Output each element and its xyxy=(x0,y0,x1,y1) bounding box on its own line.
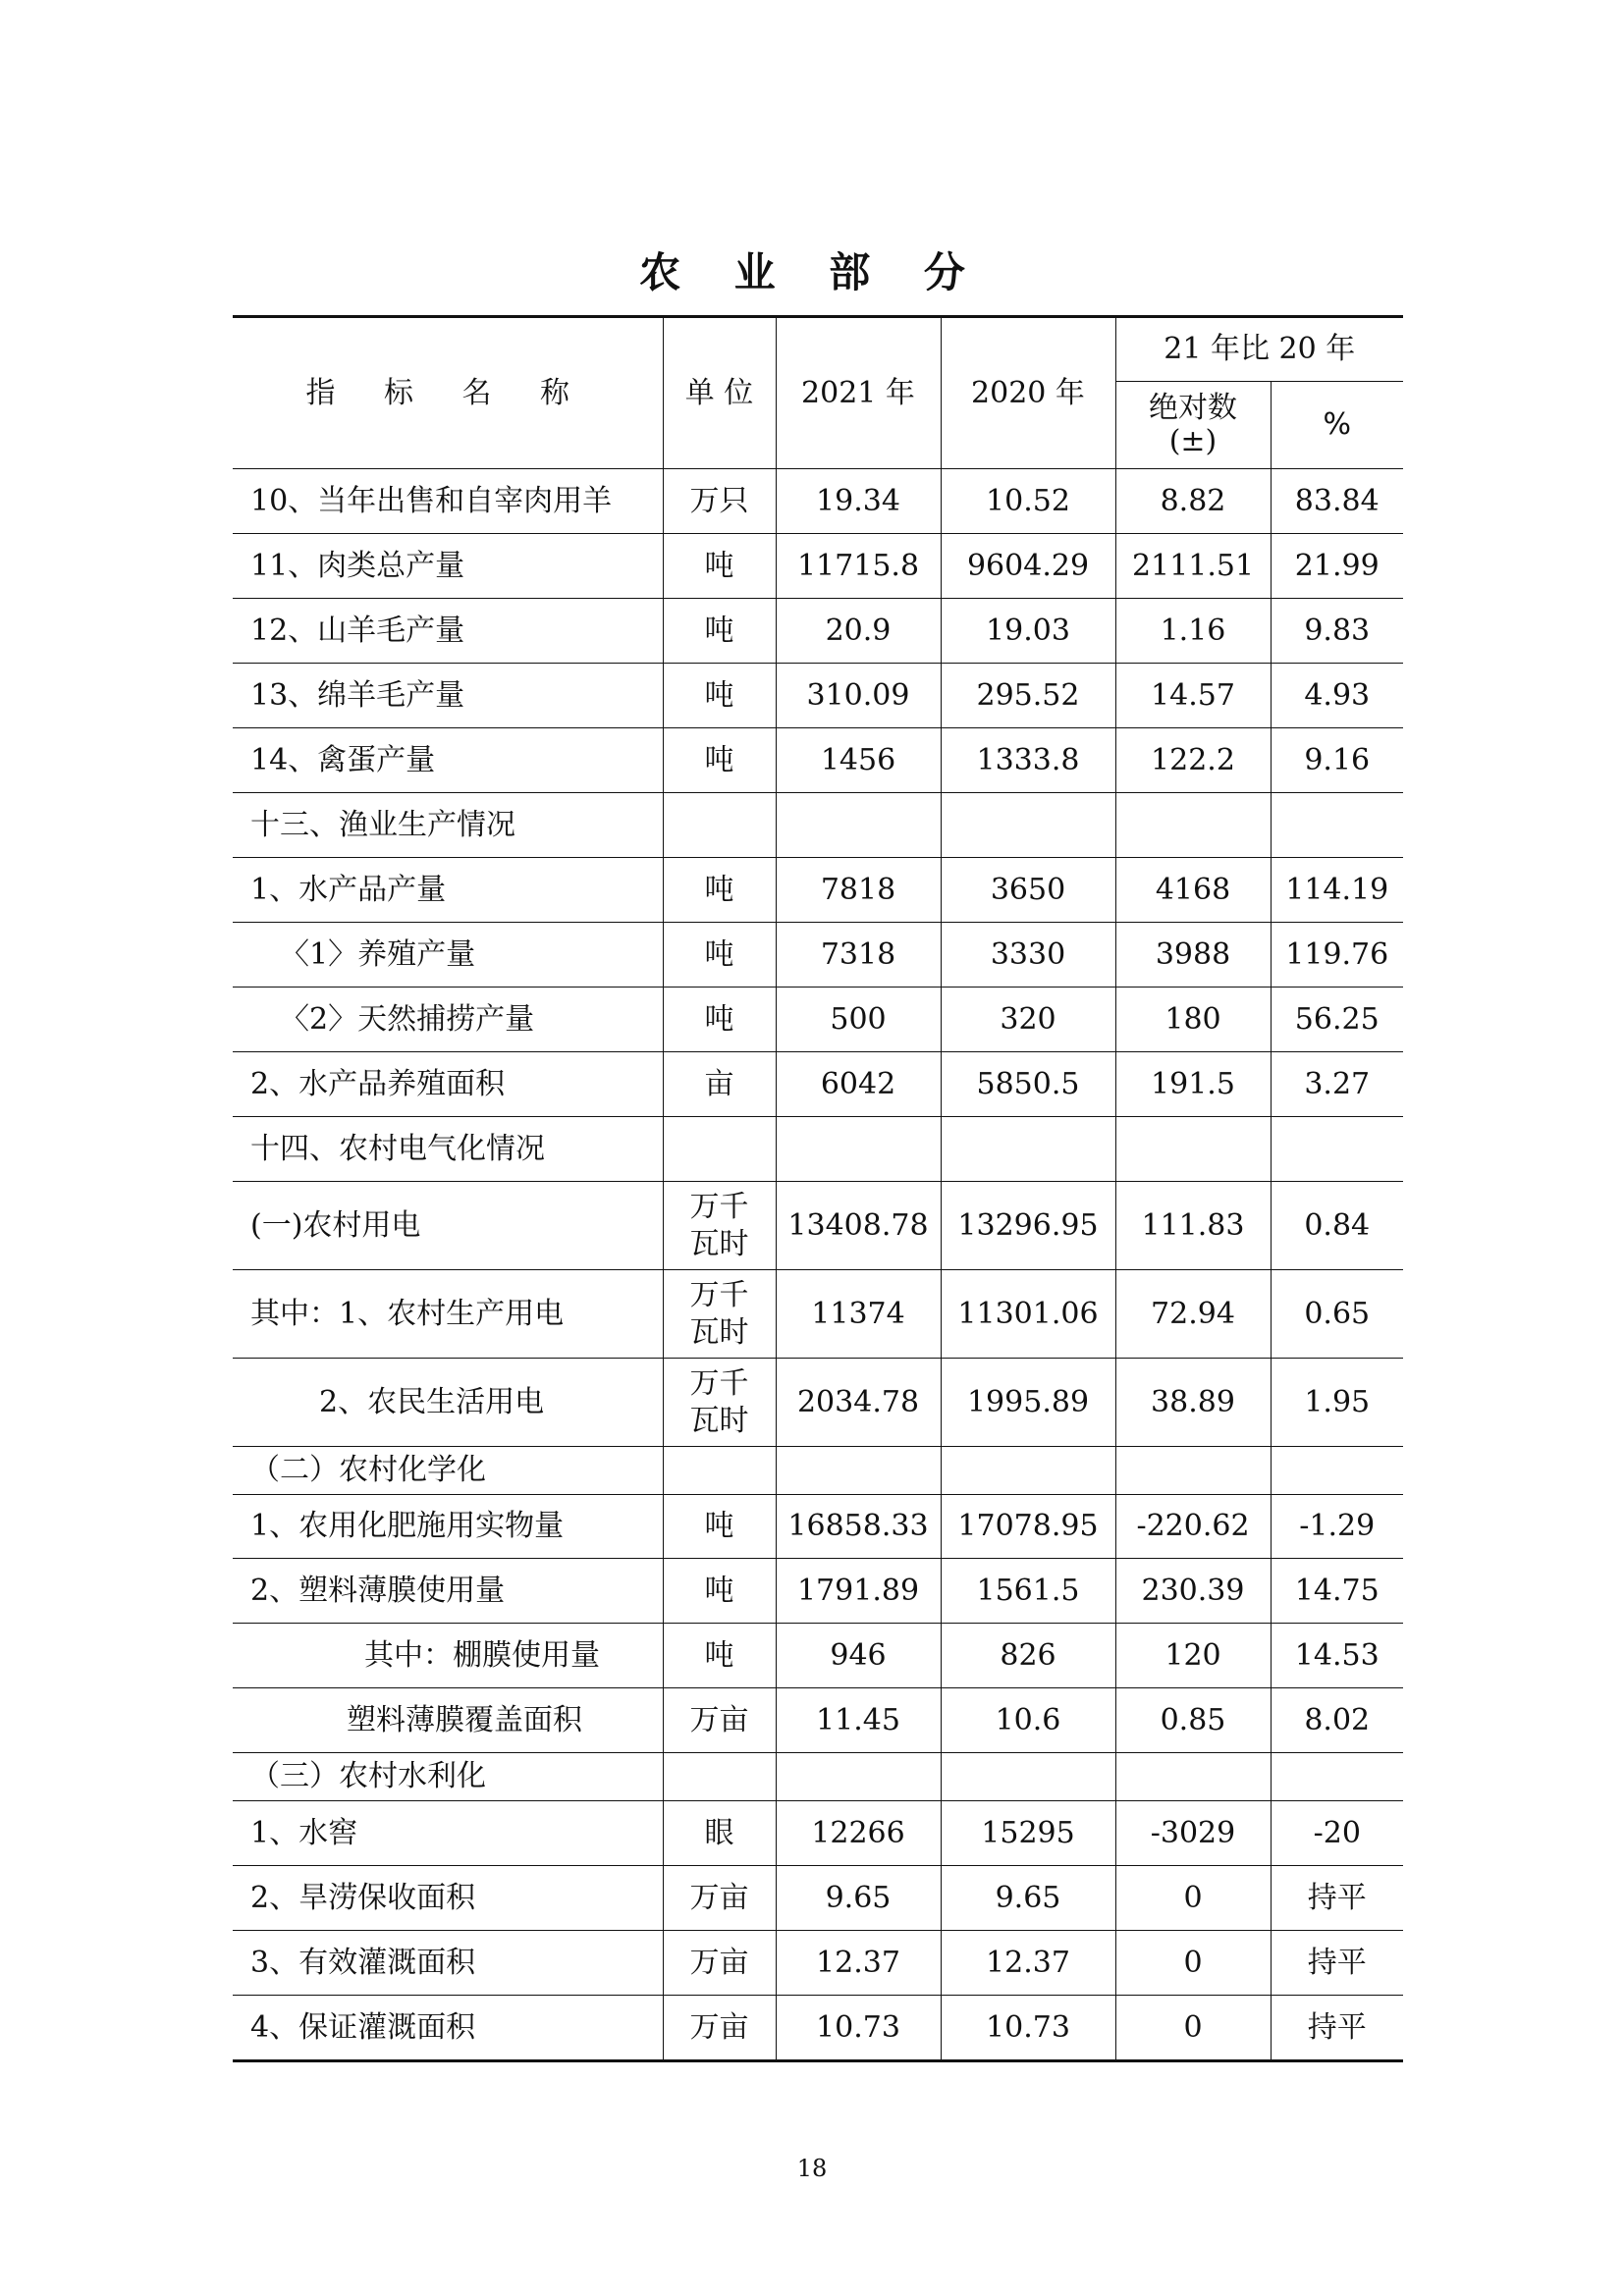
header-absolute-label: 绝对数 xyxy=(1149,391,1237,425)
row-name: (一)农村用电 xyxy=(233,1182,663,1270)
row-name: 十四、农村电气化情况 xyxy=(233,1117,663,1182)
value-2020: 10.73 xyxy=(941,1996,1115,2061)
unit-cell: 万亩 xyxy=(663,1866,776,1931)
statistics-table xyxy=(233,315,1403,2062)
absolute-change: 4168 xyxy=(1115,858,1271,923)
table-row xyxy=(233,1182,1403,1270)
header-2021: 2021 年 xyxy=(776,317,941,469)
row-name: 十三、渔业生产情况 xyxy=(233,793,663,858)
value-2021 xyxy=(776,1753,941,1801)
percent-change: 56.25 xyxy=(1271,988,1403,1052)
header-comparison: 21 年比 20 年 xyxy=(1115,317,1403,382)
value-2020: 13296.95 xyxy=(941,1182,1115,1270)
header-absolute xyxy=(1115,382,1271,469)
absolute-change xyxy=(1115,793,1271,858)
table-row xyxy=(233,988,1403,1052)
unit-cell xyxy=(663,1270,776,1359)
unit-cell: 吨 xyxy=(663,858,776,923)
value-2021: 10.73 xyxy=(776,1996,941,2061)
percent-change: 持平 xyxy=(1271,1866,1403,1931)
unit-line-2: 瓦时 xyxy=(689,1314,749,1350)
row-name: （二）农村化学化 xyxy=(233,1447,663,1495)
table-row xyxy=(233,728,1403,793)
percent-change: 9.16 xyxy=(1271,728,1403,793)
unit-cell: 吨 xyxy=(663,923,776,988)
page-number: 18 xyxy=(796,2155,828,2182)
unit-cell: 吨 xyxy=(663,1559,776,1624)
row-name: 2、水产品养殖面积 xyxy=(233,1052,663,1117)
unit-cell: 吨 xyxy=(663,1495,776,1559)
value-2020: 11301.06 xyxy=(941,1270,1115,1359)
value-2021: 946 xyxy=(776,1624,941,1688)
unit-line-2: 瓦时 xyxy=(689,1403,749,1438)
table-row xyxy=(233,923,1403,988)
row-name: 11、肉类总产量 xyxy=(233,534,663,599)
value-2020: 9604.29 xyxy=(941,534,1115,599)
unit-cell xyxy=(663,1447,776,1495)
percent-change: 持平 xyxy=(1271,1996,1403,2061)
percent-change xyxy=(1271,1753,1403,1801)
table-row xyxy=(233,599,1403,664)
value-2021 xyxy=(776,1447,941,1495)
row-name: 14、禽蛋产量 xyxy=(233,728,663,793)
value-2021: 7818 xyxy=(776,858,941,923)
value-2020: 295.52 xyxy=(941,664,1115,728)
row-name: 〈2〉天然捕捞产量 xyxy=(233,988,663,1052)
percent-change: 8.02 xyxy=(1271,1688,1403,1753)
absolute-change: 72.94 xyxy=(1115,1270,1271,1359)
absolute-change: -220.62 xyxy=(1115,1495,1271,1559)
unit-cell xyxy=(663,793,776,858)
value-2021: 12.37 xyxy=(776,1931,941,1996)
unit-line-2: 瓦时 xyxy=(689,1226,749,1261)
percent-change: 21.99 xyxy=(1271,534,1403,599)
percent-change: 4.93 xyxy=(1271,664,1403,728)
table-row xyxy=(233,534,1403,599)
table-row xyxy=(233,1866,1403,1931)
row-name: 其中：1、农村生产用电 xyxy=(233,1270,663,1359)
table-row xyxy=(233,1447,1403,1495)
table-row xyxy=(233,664,1403,728)
table-row xyxy=(233,793,1403,858)
unit-cell: 吨 xyxy=(663,534,776,599)
row-name: 2、农民生活用电 xyxy=(233,1359,663,1447)
unit-cell: 万亩 xyxy=(663,1996,776,2061)
value-2020: 1333.8 xyxy=(941,728,1115,793)
unit-cell: 吨 xyxy=(663,599,776,664)
value-2021 xyxy=(776,1117,941,1182)
table-row xyxy=(233,1495,1403,1559)
row-name: 10、当年出售和自宰肉用羊 xyxy=(233,469,663,534)
table-row xyxy=(233,1931,1403,1996)
header-2020: 2020 年 xyxy=(941,317,1115,469)
unit-cell: 万只 xyxy=(663,469,776,534)
absolute-change: 0 xyxy=(1115,1996,1271,2061)
unit-cell: 吨 xyxy=(663,1624,776,1688)
header-unit: 单 位 xyxy=(663,317,776,469)
value-2021: 6042 xyxy=(776,1052,941,1117)
value-2020: 1995.89 xyxy=(941,1359,1115,1447)
table-row xyxy=(233,1052,1403,1117)
absolute-change xyxy=(1115,1447,1271,1495)
row-name: 塑料薄膜覆盖面积 xyxy=(233,1688,663,1753)
percent-change: 9.83 xyxy=(1271,599,1403,664)
table-row xyxy=(233,1117,1403,1182)
row-name: （三）农村水利化 xyxy=(233,1753,663,1801)
unit-cell: 吨 xyxy=(663,988,776,1052)
unit-cell xyxy=(663,1753,776,1801)
unit-cell: 亩 xyxy=(663,1052,776,1117)
table-row xyxy=(233,1996,1403,2061)
value-2020: 17078.95 xyxy=(941,1495,1115,1559)
value-2020 xyxy=(941,1753,1115,1801)
row-name: 2、旱涝保收面积 xyxy=(233,1866,663,1931)
unit-cell xyxy=(663,1182,776,1270)
unit-cell xyxy=(663,1359,776,1447)
row-name: 1、水产品产量 xyxy=(233,858,663,923)
value-2021: 11715.8 xyxy=(776,534,941,599)
percent-change xyxy=(1271,1447,1403,1495)
value-2021: 1791.89 xyxy=(776,1559,941,1624)
percent-change: 14.53 xyxy=(1271,1624,1403,1688)
row-name: 1、水窖 xyxy=(233,1801,663,1866)
value-2020: 320 xyxy=(941,988,1115,1052)
absolute-change: 3988 xyxy=(1115,923,1271,988)
absolute-change: 180 xyxy=(1115,988,1271,1052)
row-name: 〈1〉养殖产量 xyxy=(233,923,663,988)
percent-change: 119.76 xyxy=(1271,923,1403,988)
value-2021: 2034.78 xyxy=(776,1359,941,1447)
table-row xyxy=(233,1688,1403,1753)
value-2020: 15295 xyxy=(941,1801,1115,1866)
percent-change: 3.27 xyxy=(1271,1052,1403,1117)
unit-line-1: 万千 xyxy=(689,1277,749,1312)
row-name: 2、塑料薄膜使用量 xyxy=(233,1559,663,1624)
absolute-change xyxy=(1115,1117,1271,1182)
row-name: 12、山羊毛产量 xyxy=(233,599,663,664)
absolute-change: -3029 xyxy=(1115,1801,1271,1866)
table-row xyxy=(233,858,1403,923)
table-row xyxy=(233,469,1403,534)
absolute-change: 122.2 xyxy=(1115,728,1271,793)
page-title: 农 业 部 分 xyxy=(639,248,985,296)
value-2021: 310.09 xyxy=(776,664,941,728)
table-row xyxy=(233,1359,1403,1447)
table-row xyxy=(233,1753,1403,1801)
value-2020: 5850.5 xyxy=(941,1052,1115,1117)
value-2021: 500 xyxy=(776,988,941,1052)
value-2021: 9.65 xyxy=(776,1866,941,1931)
value-2021: 19.34 xyxy=(776,469,941,534)
unit-cell xyxy=(663,1117,776,1182)
absolute-change: 2111.51 xyxy=(1115,534,1271,599)
unit-line-1: 万千 xyxy=(689,1189,749,1224)
value-2021: 20.9 xyxy=(776,599,941,664)
value-2021 xyxy=(776,793,941,858)
unit-cell: 吨 xyxy=(663,664,776,728)
header-absolute-sign: (±) xyxy=(1168,424,1218,458)
absolute-change: 38.89 xyxy=(1115,1359,1271,1447)
value-2021: 1456 xyxy=(776,728,941,793)
unit-line-1: 万千 xyxy=(689,1365,749,1401)
value-2021: 16858.33 xyxy=(776,1495,941,1559)
percent-change: -1.29 xyxy=(1271,1495,1403,1559)
row-name: 13、绵羊毛产量 xyxy=(233,664,663,728)
table-row xyxy=(233,1624,1403,1688)
percent-change: 114.19 xyxy=(1271,858,1403,923)
percent-change: 0.84 xyxy=(1271,1182,1403,1270)
row-name: 其中：棚膜使用量 xyxy=(233,1624,663,1688)
absolute-change: 8.82 xyxy=(1115,469,1271,534)
row-name: 1、农用化肥施用实物量 xyxy=(233,1495,663,1559)
percent-change: 持平 xyxy=(1271,1931,1403,1996)
value-2020: 3650 xyxy=(941,858,1115,923)
value-2020: 826 xyxy=(941,1624,1115,1688)
value-2020: 10.6 xyxy=(941,1688,1115,1753)
value-2020: 10.52 xyxy=(941,469,1115,534)
value-2020: 12.37 xyxy=(941,1931,1115,1996)
unit-cell: 万亩 xyxy=(663,1931,776,1996)
absolute-change xyxy=(1115,1753,1271,1801)
value-2020 xyxy=(941,1447,1115,1495)
absolute-change: 111.83 xyxy=(1115,1182,1271,1270)
table-row xyxy=(233,1270,1403,1359)
absolute-change: 230.39 xyxy=(1115,1559,1271,1624)
value-2021: 11.45 xyxy=(776,1688,941,1753)
absolute-change: 1.16 xyxy=(1115,599,1271,664)
percent-change xyxy=(1271,1117,1403,1182)
unit-cell: 眼 xyxy=(663,1801,776,1866)
value-2020 xyxy=(941,793,1115,858)
value-2021: 12266 xyxy=(776,1801,941,1866)
absolute-change: 191.5 xyxy=(1115,1052,1271,1117)
percent-change: -20 xyxy=(1271,1801,1403,1866)
percent-change: 1.95 xyxy=(1271,1359,1403,1447)
value-2021: 11374 xyxy=(776,1270,941,1359)
value-2021: 13408.78 xyxy=(776,1182,941,1270)
table-row xyxy=(233,1559,1403,1624)
percent-change: 14.75 xyxy=(1271,1559,1403,1624)
percent-change: 83.84 xyxy=(1271,469,1403,534)
absolute-change: 0.85 xyxy=(1115,1688,1271,1753)
percent-change: 0.65 xyxy=(1271,1270,1403,1359)
absolute-change: 0 xyxy=(1115,1866,1271,1931)
absolute-change: 0 xyxy=(1115,1931,1271,1996)
value-2020: 1561.5 xyxy=(941,1559,1115,1624)
unit-cell: 吨 xyxy=(663,728,776,793)
percent-change xyxy=(1271,793,1403,858)
row-name: 4、保证灌溉面积 xyxy=(233,1996,663,2061)
header-indicator-name: 指 标 名 称 xyxy=(233,317,663,469)
row-name: 3、有效灌溉面积 xyxy=(233,1931,663,1996)
table-body xyxy=(233,469,1403,2061)
unit-cell: 万亩 xyxy=(663,1688,776,1753)
value-2020: 19.03 xyxy=(941,599,1115,664)
table-row xyxy=(233,1801,1403,1866)
value-2020 xyxy=(941,1117,1115,1182)
absolute-change: 14.57 xyxy=(1115,664,1271,728)
value-2021: 7318 xyxy=(776,923,941,988)
header-percent: % xyxy=(1271,382,1403,469)
value-2020: 3330 xyxy=(941,923,1115,988)
absolute-change: 120 xyxy=(1115,1624,1271,1688)
value-2020: 9.65 xyxy=(941,1866,1115,1931)
